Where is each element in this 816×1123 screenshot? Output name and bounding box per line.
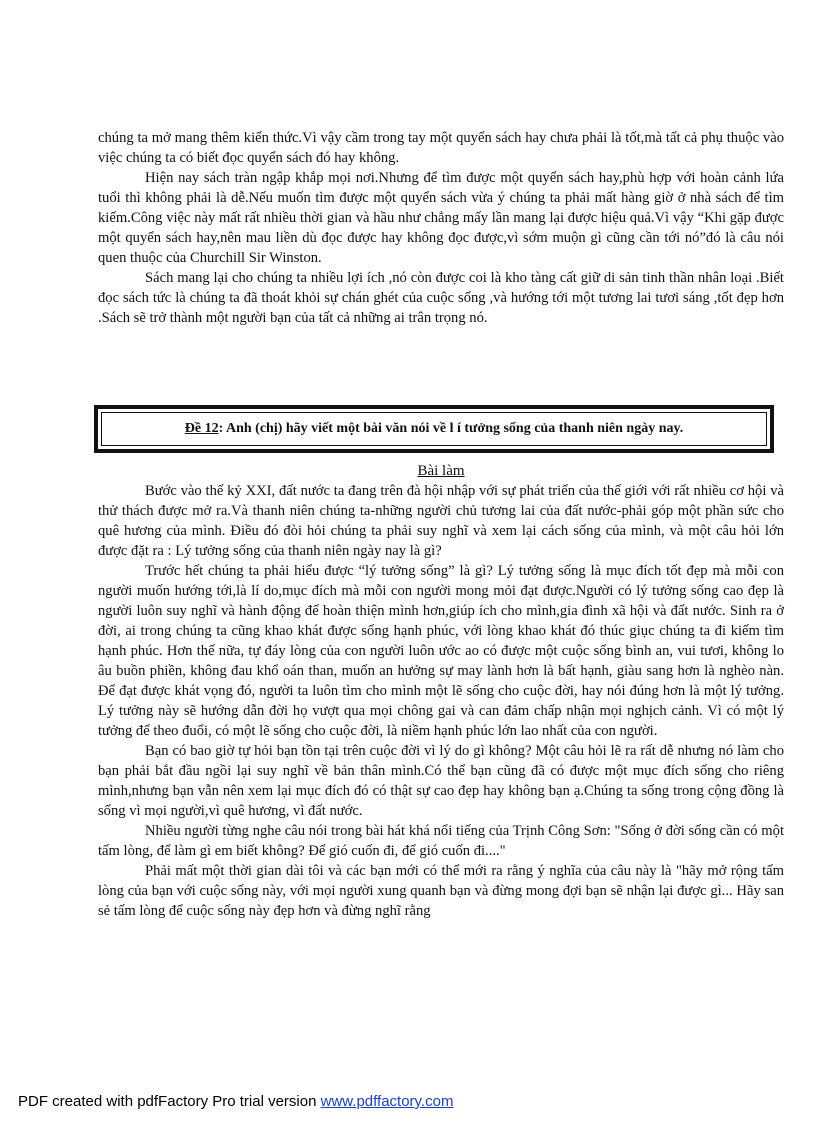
essay-paragraph-2: Trước hết chúng ta phải hiểu được “lý tưởng sống” là gì? Lý tưởng sống là mục đích tốt đẹp mà mỗi con người muốn hướng tới,là lí do,mục đích mà mỗi con người mong mỏi đạt được.Người có lý tưởng sống cao đẹp là người luôn suy nghĩ và hành động để hoàn thiện mình hơn,giúp ích cho mình,gia đình xã hội và đất nước. Sinh ra ở đời, ai trong chúng ta cũng khao khát được sống hạnh phúc, với lòng khao khát đó thúc giục chúng ta đi kiếm tìm hạnh phúc. Hơn thế nữa, tự đáy lòng của con người luôn ước ao có được một cuộc sống bình an, vui tươi, không lo âu buồn phiền, không đau khổ oán than, muốn an hưởng sự may lành hơn là bất hạnh, giàu sang hơn là nghèo nàn. Để đạt được khát vọng đó, người ta luôn tìm cho mình một lẽ sống cho cuộc đời, hay nói đúng hơn là một lý tưởng. Lý tưởng này sẽ hướng dẫn đời họ vượt qua mọi chông gai và can đảm chấp nhận mọi nghịch cảnh. Vì có một lý tưởng để theo đuổi, có một lẽ sống cho cuộc đời, là niềm hạnh phúc lớn lao nhất của con người.	[98, 563, 784, 739]
essay-paragraph-3: Bạn có bao giờ tự hỏi bạn tồn tại trên cuộc đời vì lý do gì không? Một câu hỏi lẽ ra rất dễ nhưng nó làm cho bạn phải bắt đầu ngồi lại suy nghĩ về bản thân mình.Có thể bạn cũng đã có được một mục đích sống cho riêng mình,nhưng bạn vẫn nên xem lại mục đích đó có thật sự cao đẹp hay không bạn ạ.Chúng ta sống trong cộng đồng là sống vì mọi người,vì quê hương, vì đất nước.	[98, 743, 784, 819]
intro-paragraph-1: chúng ta mở mang thêm kiến thức.Vì vậy cầm trong tay một quyển sách hay chưa phải là tốt,mà tất cả phụ thuộc vào việc chúng ta có biết đọc quyển sách đó hay không.	[98, 130, 784, 166]
footer-link[interactable]: www.pdffactory.com	[320, 1093, 454, 1110]
intro-paragraph-3: Sách mang lại cho chúng ta nhiều lợi ích ,nó còn được coi là kho tàng cất giữ di sản tinh thần nhân loại .Biết đọc sách tức là chúng ta đã thoát khỏi sự chán ghét của cuộc sống ,và hướng tới một tương lai tươi sáng ,tốt đẹp hơn .Sách sẽ trở thành một người bạn của tất cả những ai trân trọng nó.	[98, 270, 784, 326]
topic-box-inner	[101, 412, 767, 446]
topic-label: Đề 12	[184, 421, 219, 436]
essay-paragraph-5: Phải mất một thời gian dài tôi và các bạn mới có thể mới ra rằng ý nghĩa của câu này là "hãy mở rộng tấm lòng của bạn với cuộc sống này, với mọi người xung quanh bạn và đừng mong đợi bạn sẽ nhận lại được gì... Hãy san sẻ tấm lòng để cuộc sống này đẹp hơn và đừng nghĩ rằng	[98, 863, 784, 919]
footer-text: PDF created with pdfFactory Pro trial version	[18, 1093, 321, 1110]
essay-paragraph-1: Bước vào thế kỷ XXI, đất nước ta đang trên đà hội nhập với sự phát triển của thế giới với rất nhiều cơ hội và thử thách được mở ra.Và thanh niên chúng ta-những người chủ tương lai của đất nước-phải góp một phần sức cho quê hương của mình. Điều đó đòi hỏi chúng ta phải suy nghĩ và xem lại cách sống của mình, và một câu hỏi lớn được đặt ra : Lý tưởng sống của thanh niên ngày nay là gì?	[98, 483, 784, 559]
pdf-footer	[18, 1093, 453, 1110]
topic-text: : Anh (chị) hãy viết một bài văn nói về l í tưởng sống của thanh niên ngày nay.	[218, 421, 684, 436]
essay-paragraph-4: Nhiều người từng nghe câu nói trong bài hát khá nổi tiếng của Trịnh Công Sơn: "Sống ở đời sống cần có một tấm lòng, để làm gì em biết không? Để gió cuốn đi, để gió cuốn đi...."	[98, 823, 784, 859]
essay-section	[98, 461, 784, 921]
essay-title: Bài làm	[417, 463, 465, 479]
intro-paragraph-2: Hiện nay sách tràn ngập khắp mọi nơi.Nhưng để tìm được một quyển sách hay,phù hợp với hoàn cảnh lứa tuổi thì không phải là dễ.Nếu muốn tìm được một quyển sách vừa ý chúng ta phải mất hàng giờ ở nhà sách để tìm kiếm.Công việc này mất rất nhiều thời gian và hầu như chẳng mấy lần mang lại được hiệu quả.Vì vậy “Khi gặp được một quyển sách hay,nên mau liền dù đọc được hay không đọc được,vì sớm muộn gì cũng cần tới nó”đó là câu nói quen thuộc của Churchill Sir Winston.	[98, 170, 784, 266]
topic-box	[94, 405, 774, 453]
intro-section	[98, 128, 784, 328]
